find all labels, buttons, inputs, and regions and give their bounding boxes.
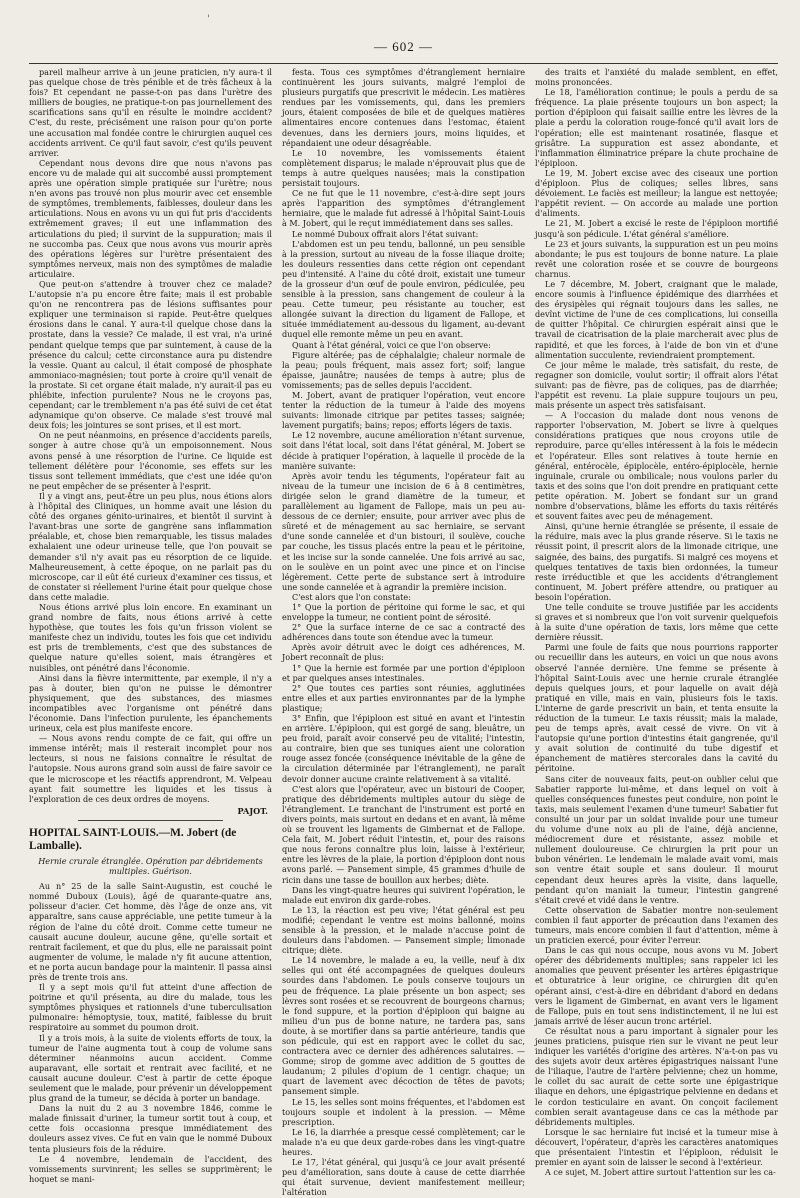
paragraph: Ce résultat nous a paru important à signaler pour les jeunes praticiens, puisque rien sur le vivant ne peut leur indiquer les variétés d'origine des artères. N'a-t-on pas vu des sujets avoir deux artères épigastriques naissant l'une de l'iliaque, l'autre de l'artère pelvienne; chez un homme, le collet du sac aurait de cette sorte une épigastrique iliaque en dehors, une épigastrique pelvienne en dedans et le cordon testiculaire en avant. On conçoit facilement combien serait avantageuse dans ce cas la méthode par débridements multiples.: [535, 1025, 778, 1127]
page-number: — 602 —: [374, 39, 433, 54]
paragraph: Le 19, M. Jobert excise avec des ciseaux une portion d'épiploon. Plus de coliques; selles libres, sans dévoiement. Le faciès est meilleur; la langue est nettoyée; l'appétit revient. — On accorde au malade une portion d'aliments.: [535, 167, 778, 219]
paragraph: Une telle conduite se trouve justifiée par les accidents si graves et si nombreux que l'on voit survenir quelquefois à la suite d'une opération de taxis, lors même que cette dernière réussit.: [535, 601, 778, 643]
paragraph: Figure altérée; pas de céphalalgie; chaleur normale de la peau; pouls fréquent, mais assez fort; soif; langue épaisse, jaunâtre; nausées de temps à autre; plus de vomissements; pas de selles depuis l'accident.: [282, 349, 525, 390]
paragraph: Après avoir détruit avec le doigt ces adhérences, M. Jobert reconnaît de plus:: [282, 642, 525, 663]
paragraph: Le 10 novembre, les vomissements étaient complètement disparus; le malade n'éprouvait plus que de temps à autre quelques nausées; mais la constipation persistait toujours.: [282, 147, 525, 189]
paragraph: A ce sujet, M. Jobert attire surtout l'attention sur les ca-: [545, 1167, 776, 1178]
column-2: [282, 67, 525, 1198]
paragraph: 2° Que la surface interne de ce sac a contracté des adhérences dans toute son étendue avec la tumeur.: [282, 622, 525, 643]
paragraph: Parmi une foule de faits que nous pourrions rapporter ou recueillir dans les auteurs, en voici un que nous avons observé l'année dernière. Une femme se présente à l'hôpital Saint-Louis avec une hernie crurale étranglée depuis quelques jours, et pour laquelle on avait déjà pratiqué en ville, mais en vain, plusieurs fois le taxis. L'interne de garde prescrivit un bain, et tenta ensuite la réduction de la tumeur. Le taxis réussit; mais la malade, peu de temps après, avait cessé de vivre. On vit à l'autopsie qu'une portion d'intestins était gangrenée, qu'il y avait solution de continuité du tube digestif et épanchement de matières stercorales dans la cavité du péritoine.: [535, 642, 778, 774]
column-3: [535, 67, 778, 1178]
paragraph: Après avoir tendu les téguments, l'opérateur fait au niveau de la tumeur une incision de 6 à 8 centimètres, dirigée selon le grand diamètre de la tumeur, et parallèlement au ligament de Fallope, mais un peu au-dessous de ce dernier; ensuite, pour arriver avec plus de sûreté et de ménagement au sac herniaire, se servant d'une sonde cannelée et d'un bistouri, il soulève, couche par couche, les tissus placés entre la peau et le péritoine, et les incise sur la sonde cannelée. Une fois arrivé au sac, on le soulève en un point avec une pince et on l'incise légèrement. Cette perte de substance sert à introduire une sonde cannelée et à agrandir la première incision.: [282, 470, 525, 592]
column-2-body: [282, 67, 525, 1198]
column-1-case-body: [29, 881, 272, 1184]
text-columns: [29, 67, 778, 1198]
paragraph: C'est alors que l'on constate:: [292, 591, 411, 602]
paragraph: On ne peut néanmoins, en présence d'accidents pareils, songer à autre chose qu'à un empoisonnement. Nous avons pensé à une résorption de l'urine. Ce liquide est tellement délétère pour l'économie, ses effets sur les tissus sont tellement immédiats, que c'est une idée qu'on ne peut empêcher de se présenter à l'esprit.: [29, 430, 272, 491]
column-1-body: [29, 67, 272, 804]
paragraph: L'abdomen est un peu tendu, ballonné, un peu sensible à la pression, surtout au niveau de la fosse iliaque droite; les douleurs ressenties dans cette région ont cependant peu d'intensité. A l'aine du côté droit, existait une tumeur de la grosseur d'un œuf de poule environ, pédiculée, peu sensible à la pression, sans changement de couleur à la peau. Cette tumeur, peu résistante au toucher, est allongée suivant la direction du ligament de Fallope, et située immédiatement au-dessous du ligament, au-devant duquel elle remonte même un peu en avant.: [282, 238, 525, 340]
section-divider: [78, 820, 224, 821]
paragraph: Ainsi dans la fièvre intermittente, par exemple, il n'y a pas à douter, bien qu'on ne puisse le démontrer physiquement, que des substances, des miasmes incompatibles avec l'organisme ont pénétré dans l'économie. Dans l'infection purulente, les épanchements urineux, cela est plus manifeste encore.: [29, 672, 272, 734]
paragraph: 1° Que la portion de péritoine qui forme le sac, et qui enveloppe la tumeur, ne contient point de sérosité.: [282, 601, 525, 623]
paragraph: Au n° 25 de la salle Saint-Augustin, est couché le nommé Duboux (Louis), âgé de quarante-quatre ans, polisseur d'acier. Cet homme, dès l'âge de onze ans, vit apparaître, sans cause appréciable, une petite tumeur à la région de l'aine du côté droit. Comme cette tumeur ne causait aucune douleur, aucune gêne, qu'elle sortait et rentrait facilement, et que du plus, elle ne paraissait point augmenter de volume, le malade n'y fit aucune attention, et ne porta aucun bandage pour la maintenir. Il passa ainsi près de trente trois ans.: [29, 881, 272, 982]
paragraph: 1° Que la hernie est formée par une portion d'épiploon et par quelques anses intestinales.: [282, 662, 525, 683]
paragraph: Il y a sept mois qu'il fut atteint d'une affection de poitrine et qu'il présenta, au dire du malade, tous les symptômes physiques et rationnels d'une tuberculisation pulmonaire: hémoptysie, toux, matité, faiblesse du bruit respiratoire au sommet du poumon droit.: [29, 982, 272, 1033]
paragraph: Lorsque le sac herniaire fut incisé et la tumeur mise à découvert, l'opérateur, d'après les caractères anatomiques que présentaient l'intestin et l'épiploon, réduisit le premier en ayant soin de laisser le second à l'extérieur.: [535, 1126, 778, 1168]
margin-mark: ': [207, 14, 210, 25]
column-1: [29, 67, 272, 1184]
paragraph: 2° Que toutes ces parties sont réunies, agglutinées entre elles et aux parties environnantes par de la lymphe plastique;: [282, 682, 525, 713]
paragraph: Ce jour même le malade, très satisfait, du reste, de regagner son domicile, voulut sortir; il offrait alors l'état suivant: pas de fièvre, pas de coliques, pas de diarrhée; l'appétit est revenu. La plaie suppure toujours un peu, mais présente un aspect très satisfaisant.: [535, 359, 778, 411]
paragraph: C'est alors que l'opérateur, avec un bistouri de Cooper, pratique des débridements multiples autour du siège de l'étranglement. Le tranchant de l'instrument est porté en divers points, mais surtout en dedans et en avant, là même où se trouvent les ligaments de Gimbernat et de Fallope. Cela fait, M. Jobert réduit l'intestin, et, pour des raisons que nous ferons connaître plus loin, laisse à l'extérieur, entre les lèvres de la plaie, la portion d'épiploon dont nous avons parlé. — Pansement simple, 45 grammes d'huile de ricin dans une tasse de bouillon aux herbes; diète.: [282, 783, 525, 885]
paragraph: Sans citer de nouveaux faits, peut-on oublier celui que Sabatier rapporte lui-même, et dans lequel on voit à quelles conséquences funestes peut conduire, non point le taxis, mais seulement l'examen d'une tumeur! Sabatier fut consulté un jour par un soldat invalide pour une tumeur du volume d'une noix au pli de l'aine, déjà ancienne, médiocrement dure et résistante, assez mobile et nullement douloureuse. Ce chirurgien la prit pour un bubon vénérien. Le lendemain le malade avait vomi, mais son ventre était souple et sans douleur. Il mourut cependant deux heures après la visite, dans laquelle, pendant qu'on maniait la tumeur, l'intestin gangrené s'était crevé et vidé dans le ventre.: [535, 773, 778, 905]
paragraph: Dans les vingt-quatre heures qui suivirent l'opération, le malade eut environ dix garde-robes.: [282, 884, 525, 905]
paragraph: Il y a trois mois, à la suite de violents efforts de toux, la tumeur de l'aine augmenta tout à coup de volume sans déterminer néanmoins aucun accident. Comme auparavant, elle sortait et rentrait avec facilité, et ne causait aucune douleur. C'est à partir de cette époque seulement que le malade, pour prévenir un développement plus grand de la tumeur, se décida à porter un bandage.: [29, 1032, 272, 1104]
paragraph: Le 12 novembre, aucune amélioration n'étant survenue, soit dans l'état local, soit dans l'état général, M. Jobert se décide à pratiquer l'opération, à laquelle il procède de la manière suivante:: [282, 430, 525, 471]
column-3-body: [535, 67, 778, 1177]
paragraph: Le 13, la réaction est peu vive; l'état général est peu modifié; cependant le ventre est moins ballonné, moins sensible à la pression, et le malade n'accuse point de douleurs dans l'abdomen. — Pansement simple; limonade citrique; diète.: [282, 904, 525, 956]
paragraph: Le 7 décembre, M. Jobert, craignant que le malade, encore soumis à l'influence épidémique des diarrhées et des érysipèles qui régnait toujours dans les salles, ne devînt victime de l'une de ces complications, lui conseilla de quitter l'hôpital. Ce chirurgien espérait ainsi que le travail de cicatrisation de la plaie marcherait avec plus de rapidité, et que les forces, à l'aide de bon vin et d'une alimentation succulente, reviendraient promptement.: [535, 278, 778, 360]
paragraph: Le 17, l'état général, qui jusqu'à ce jour avait présenté peu d'amélioration, sans doute à cause de cette diarrhée qui était survenue, devient manifestement meilleur; l'altération: [282, 1157, 525, 1198]
paragraph: 3° Enfin, que l'épiploon est situé en avant et l'intestin en arrière. L'épiploon, qui est gorgé de sang, bleuâtre, un peu froid, paraît avoir conservé peu de vitalité; l'intestin, au contraire, bien que ses tuniques aient une coloration rouge assez foncée (conséquence inévitable de la gêne de la circulation déterminée par l'étranglement), ne paraît devoir donner aucune crainte relativement à sa vitalité.: [282, 713, 525, 784]
paragraph: Quant à l'état général, voici ce que l'on observe:: [292, 339, 491, 350]
paragraph: Ainsi, qu'une hernie étranglée se présente, il essaie de la réduire, mais avec la plus grande réserve. Si le taxis ne réussit point, il prescrit alors de la limonade citrique, une saignée, des bains, des purgatifs. Si malgré ces moyens et quelques tentatives de taxis bien ordonnées, la tumeur reste irréductible et que les accidents d'étranglement continuent, M. Jobert préfère attendre, ou pratiquer au besoin l'opération.: [535, 521, 778, 602]
section-title: HOPITAL SAINT-LOUIS.—M. Jobert (de Lamballe).: [29, 826, 237, 852]
header-rule: [29, 63, 778, 64]
paragraph: Le 4 novembre, lendemain de l'accident, des vomissements survinrent; les selles se supprimèrent; le hoquet se mani-: [29, 1153, 272, 1184]
paragraph: Dans la nuit du 2 au 3 novembre 1846, comme le malade finissait d'uriner, la tumeur sortit tout à coup, et cette fois occasionna presque immédiatement des douleurs assez vives. Ce fut en vain que le nommé Duboux tenta plusieurs fois de la réduire.: [29, 1103, 272, 1154]
paragraph: Le 23 et jours suivants, la suppuration est un peu moins abondante; le pus est toujours de bonne nature. La plaie revêt une coloration rosée et se couvre de bourgeons charnus.: [535, 238, 778, 279]
case-subtitle: Hernie crurale étranglée. Opération par débridements multiples. Guérison.: [38, 855, 263, 877]
paragraph: Que peut-on s'attendre à trouver chez ce malade? L'autopsie n'a pu encore être faite; mais il est probable qu'on ne rencontrera pas de lésions suffisantes pour expliquer une terminaison si rapide. Peut-être quelques érosions dans le canal. Y aura-t-il quelque chose dans la prostate, dans la vessie? Ce malade, il est vrai, n'a uriné pendant quelque temps que par suintement, à cause de la présence du calcul; cette circonstance aura pu distendre la vessie. Quant au calcul, il était composé de phosphate ammoniaco-magnésien; tout porte à croire qu'il venait de la prostate. Si cet organe était malade, n'y aurait-il pas eu phlébite, infection purulente? Nous ne le croyons pas, cependant; car le tremblement n'a pas été suivi de cet état adynamique qu'on observe. Ce malade s'est trouvé mal deux fois; les jointures se sont prises, et il est mort.: [29, 278, 272, 431]
paragraph: festa. Tous ces symptômes d'étranglement herniaire continuèrent les jours suivants, malgré l'emploi de plusieurs purgatifs que prescrivit le médecin. Les matières rendues par les vomissements, qui, dans les premiers jours, étaient composées de bile et de quelques matières alimentaires encore contenues dans l'estomac, étaient devenues, dans les derniers jours, moins liquides, et répandaient une odeur désagréable.: [282, 67, 525, 148]
paragraph: — A l'occasion du malade dont nous venons de rapporter l'observation, M. Jobert se livre à quelques considérations pratiques que nous croyons utile de reproduire, parce qu'elles intéressent à la fois le médecin et l'opérateur. Elles sont relatives à toute hernie en général, entérocèle, épiplocèle, entéro-épiplocèle, hernie inguinale, crurale ou ombilicale; nous voulons parler du taxis et des soins que l'on doit prendre en pratiquant cette petite opération. M. Jobert se fondant sur un grand nombre d'observations, blâme les efforts du taxis réitérés et souvent faites avec peu de ménagement.: [535, 410, 778, 522]
paragraph: Le nommé Duboux offrait alors l'état suivant:: [292, 228, 479, 239]
paragraph: Le 21, M. Jobert a excisé le reste de l'épiploon mortifié jusqu'à son pédicule. L'état général s'améliore.: [535, 218, 778, 239]
paragraph: Cette observation de Sabatier montre non-seulement combien il faut apporter de précaution dans l'examen des tumeurs, mais encore combien il faut d'attention, même à un praticien exercé, pour éviter l'erreur.: [535, 904, 778, 946]
paragraph: Ce ne fut que le 11 novembre, c'est-à-dire sept jours après l'apparition des symptômes d'étranglement herniaire, que le malade fut adressé à l'hôpital Saint-Louis à M. Jobert, qui le reçut immédiatement dans ses salles.: [282, 188, 525, 229]
page-header: [29, 6, 778, 56]
paragraph: des traits et l'anxiété du malade semblent, en effet, moins prononcées.: [535, 67, 778, 88]
paragraph: Le 16, la diarrhée a presque cessé complètement; car le malade n'a eu que deux garde-robes dans les vingt-quatre heures.: [282, 1126, 525, 1158]
paragraph: M. Jobert, avant de pratiquer l'opération, veut encore tenter la réduction de la tumeur à l'aide des moyens suivants: limonade citrique par petites tasses; saignée; lavement purgatifs; bains; repos; efforts légers de taxis.: [282, 390, 525, 431]
paragraph: Le 18, l'amélioration continue; le pouls a perdu de sa fréquence. La plaie présente toujours un bon aspect; la portion d'épiploon qui faisait saillie entre les lèvres de la plaie a perdu la coloration rouge-foncé qu'il avait lors de l'opération; elle est maintenant rosatinée, flasque et grisâtre. La suppuration est assez abondante, et l'inflammation éliminatrice prépare la chute prochaine de l'épiploon.: [535, 87, 778, 168]
paragraph: Il y a vingt ans, peut-être un peu plus, nous étions alors à l'hôpital des Cliniques, un homme avait une lésion du côté des organes génito-urinaires, et bientôt il survint à l'avant-bras une sorte de gangrène sans inflammation préalable, et, chose bien remarquable, les tissus malades exhalaient une odeur urineuse telle, que l'on pouvait se demander s'il n'y avait pas eu résorption de ce liquide. Malheureusement, à cette époque, on ne parlait pas du microscope, car il eût été curieux d'examiner ces tissus, et de constater si réellement l'urine était pour quelque chose dans cette maladie.: [29, 490, 272, 602]
paragraph: Nous étions arrivé plus loin encore. En examinant un grand nombre de faits, nous étions arrivé à cette hypothèse, que toutes les fois qu'un frisson violent se manifeste chez un individu, toutes les fois que cet individu est pris de tremblements, c'est que des substances de quelque nature qu'elles soient, mais étrangères et nuisibles, ont pénétré dans l'économie.: [29, 601, 272, 673]
paragraph: Dans le cas qui nous occupe, nous avons vu M. Jobert opérer des débridements multiples; sans rappeler ici les anomalies que peuvent présenter les artères épigastrique et obturatrice à leur origine, ce chirurgien dit qu'en opérant ainsi, c'est-à-dire en débridant d'abord en dedans vers le ligament de Gimbernat, en avant vers le ligament de Fallope, puis en tout sens indistinctement, il ne lui est jamais arrivé de léser aucun tronc artériel.: [535, 945, 778, 1026]
paragraph: Le 14 novembre, le malade a eu, la veille, neuf à dix selles qui ont été accompagnées de quelques douleurs sourdes dans l'abdomen. Le pouls conserve toujours un peu de fréquence. La plaie présente un bon aspect; ses lèvres sont rosées et se recouvrent de bourgeons charnus; le fond suppure, et la portion d'épiploon qui baigne au milieu d'un pus de bonne nature, ne tardera pas, sans doute, à se mortifier dans sa partie antérieure, tandis que son pédicule, qui est en rapport avec le collet du sac, contractera avec ce dernier des adhérences salutaires. — Gomme; sirop de gomme avec addition de 5 gouttes de laudanum; 2 pilules d'opium de 1 centigr. chaque; un quart de lavement avec décoction de têtes de pavots; pansement simple.: [282, 955, 525, 1097]
paragraph: pareil malheur arrive à un jeune praticien, n'y aura-t il pas quelque chose de très pénible et de très fâcheux à la fois? Et cependant ne passe-t-on pas dans l'urètre des milliers de bougies, ne pratique-t-on pas journellement des scarifications sans qu'il en résulte le moindre accident? C'est, du reste, précisément une raison pour qu'on porte une accusation mal fondée contre le chirurgien auquel ces accidents arrivent. Ce qu'il faut savoir, c'est qu'ils peuvent arriver.: [29, 67, 272, 158]
paragraph: — Nous avons rendu compte de ce fait, qui offre un immense intérêt; mais il resterait incomplet pour nos lecteurs, si nous ne faisions connaître le résultat de l'autopsie. Nous aurons grand soin aussi de faire savoir ce que le microscope et les réactifs apprendront, M. Velpeau ayant fait soumettre les liquides et les tissus à l'exploration de ces deux ordres de moyens.: [29, 733, 272, 804]
author-signature: PAJOT.: [237, 805, 268, 816]
paragraph: Le 15, les selles sont moins fréquentes, et l'abdomen est toujours souple et indolent à la pression. — Même prescription.: [282, 1096, 525, 1127]
paragraph: Cependant nous devons dire que nous n'avons pas encore vu de malade qui ait succombé aussi promptement après une opération simple pratiquée sur l'urètre; nous n'en avons pas trouvé non plus mourir avec cet ensemble de symptômes, tremblements, faiblesses, douleur dans les articulations. Nous en avons vu un qui fut pris d'accidents extrêmement graves; il eut une inflammation des articulations du pied; il survint de la suppuration; mais il ne succomba pas. Ceux que nous avons vus mourir après des opérations légères sur l'urètre présentaient des symptômes nerveux, mais non des symptômes de maladie articulaire.: [29, 157, 272, 279]
